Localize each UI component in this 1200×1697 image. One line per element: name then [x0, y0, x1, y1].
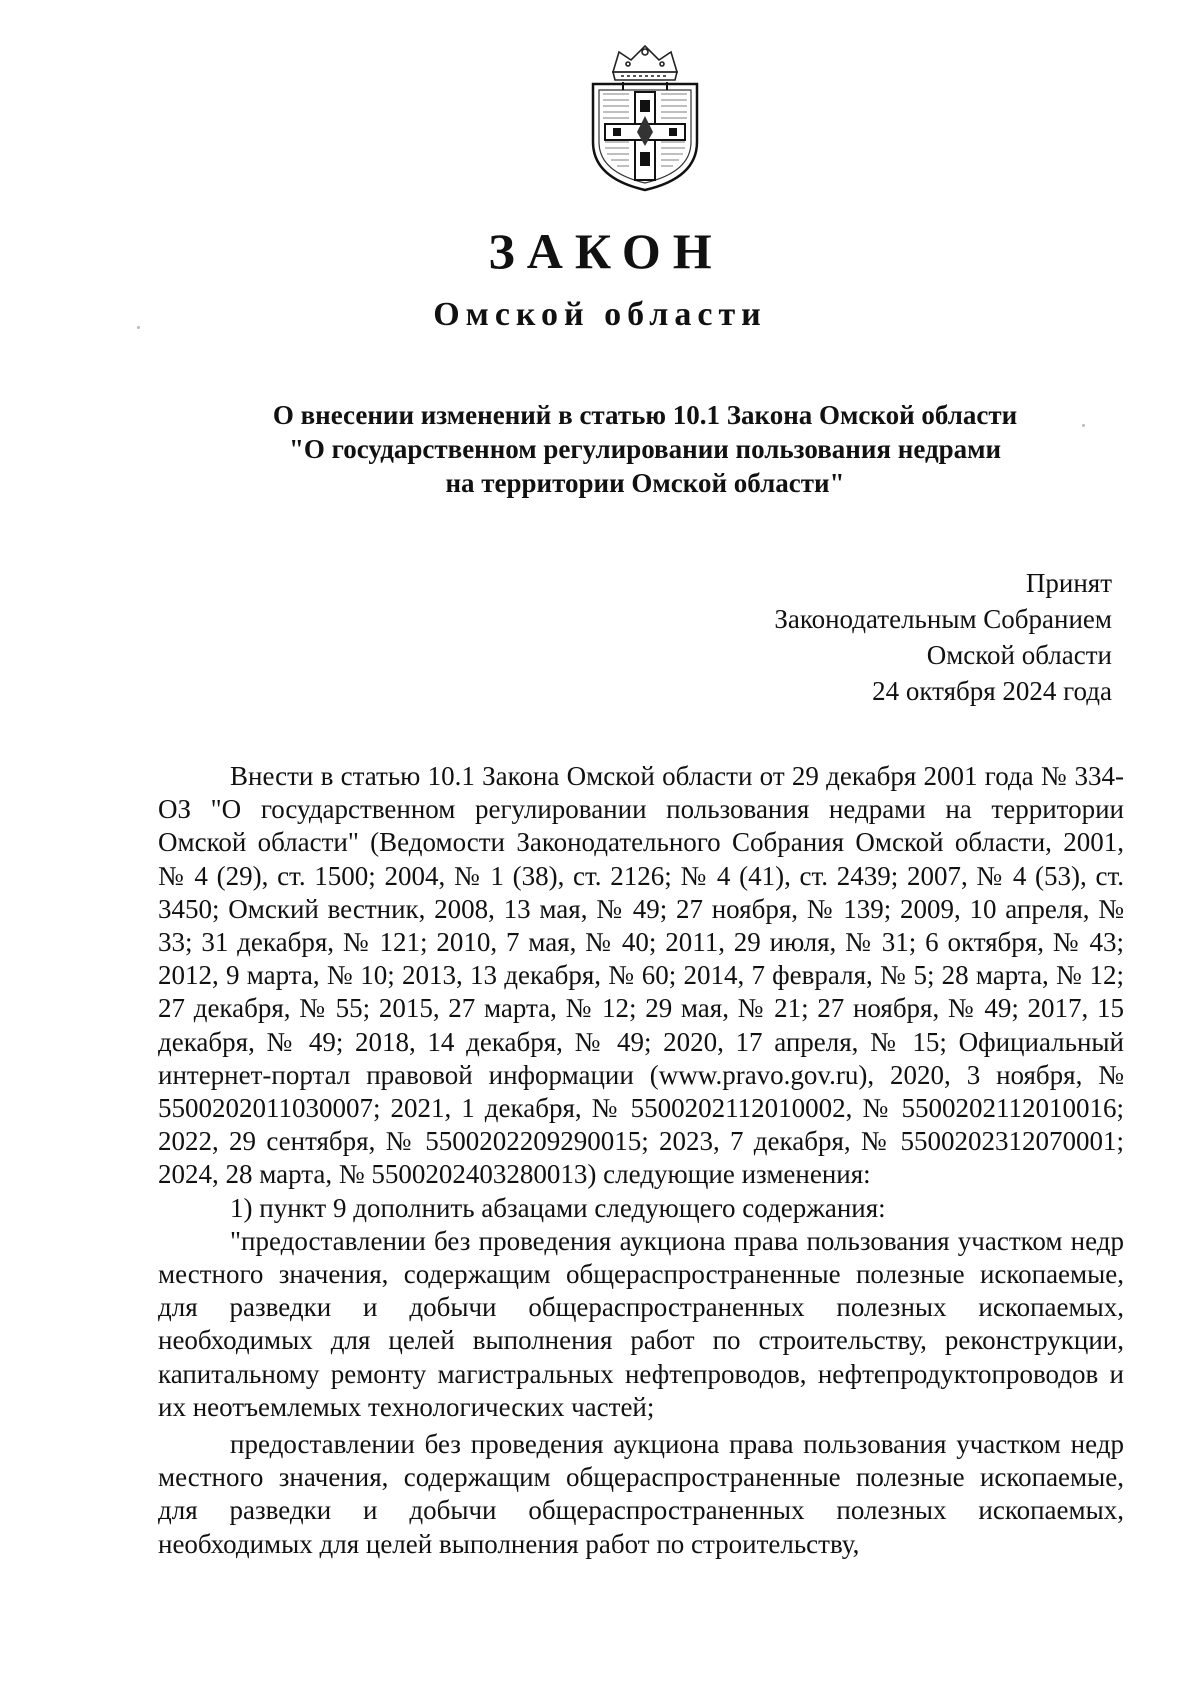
document-region: Омской области	[433, 296, 767, 333]
intro-paragraph: Внести в статью 10.1 Закона Омской области от 29 декабря 2001 года № 334-ОЗ "О государственном регулировании пользования недрами на территории Омской области" (Ведомости Законодательного Собрания Омской области, 2001, № 4 (29), ст. 1500; 2004, № 1 (38), ст. 2126; № 4 (41), ст. 2439; 2007, № 4 (53), ст. 3450; Омский вестник, 2008, 13 мая, № 49; 27 ноября, № 139; 2009, 10 апреля, № 33; 31 декабря, № 121; 2010, 7 мая, № 40; 2011, 29 июля, № 31; 6 октября, № 43; 2012, 9 марта, № 10; 2013, 13 декабря, № 60; 2014, 7 февраля, № 5; 28 марта, № 12; 27 декабря, № 55; 2015, 27 марта, № 12; 29 мая, № 21; 27 ноября, № 49; 2017, 15 декабря, № 49; 2018, 14 декабря, № 49; 2020, 17 апреля, № 15; Официальный интернет-портал правовой информации (www.pravo.gov.ru), 2020, 3 ноября, № 5500202011030007; 2021, 1 декабря, № 5500202112010002, № 5500202112010016; 2022, 29 сентября, № 5500202209290015; 2023, 7 декабря, № 5500202312070001; 2024, 28 марта, № 5500202403280013) следующие изменения:	[158, 761, 1124, 1190]
document-title: ЗАКОН	[488, 223, 724, 279]
scan-speck	[137, 326, 140, 329]
law-heading	[200, 398, 1090, 500]
adoption-line: Законодательным Собранием	[774, 604, 1112, 634]
law-heading-line: О внесении изменений в статью 10.1 Закона Омской области	[272, 400, 1018, 430]
item-paragraph: 1) пункт 9 дополнить абзацами следующего содержания:	[230, 1192, 886, 1223]
omsk-coat-of-arms-icon	[583, 42, 707, 192]
law-heading-line: на территории Омской области"	[445, 468, 845, 498]
adoption-date: 24 октября 2024 года	[872, 676, 1112, 706]
amendment-paragraph: "предоставлении без проведения аукциона права пользования участком недр местного значения, содержащим общераспространенные полезные ископаемые, для разведки и добычи общераспространенных полезных ископаемых, необходимых для целей выполнения работ по строительству, реконструкции, капитальному ремонту магистральных нефтепроводов, нефтепродуктопроводов и их неотъемлемых технологических частей;	[158, 1225, 1124, 1422]
scan-speck	[1082, 424, 1085, 427]
law-heading-line: "О государственном регулировании пользования недрами	[288, 434, 1002, 464]
amendment-paragraph: предоставлении без проведения аукциона права пользования участком недр местного значения, содержащим общераспространенные полезные ископаемые, для разведки и добычи общераспространенных полезных ископаемых, необходимых для целей выполнения работ по строительству,	[158, 1429, 1124, 1559]
law-body	[158, 760, 1124, 1561]
adoption-line: Омской области	[926, 640, 1112, 670]
adoption-block	[774, 565, 1112, 709]
adoption-line: Принят	[1025, 568, 1112, 598]
